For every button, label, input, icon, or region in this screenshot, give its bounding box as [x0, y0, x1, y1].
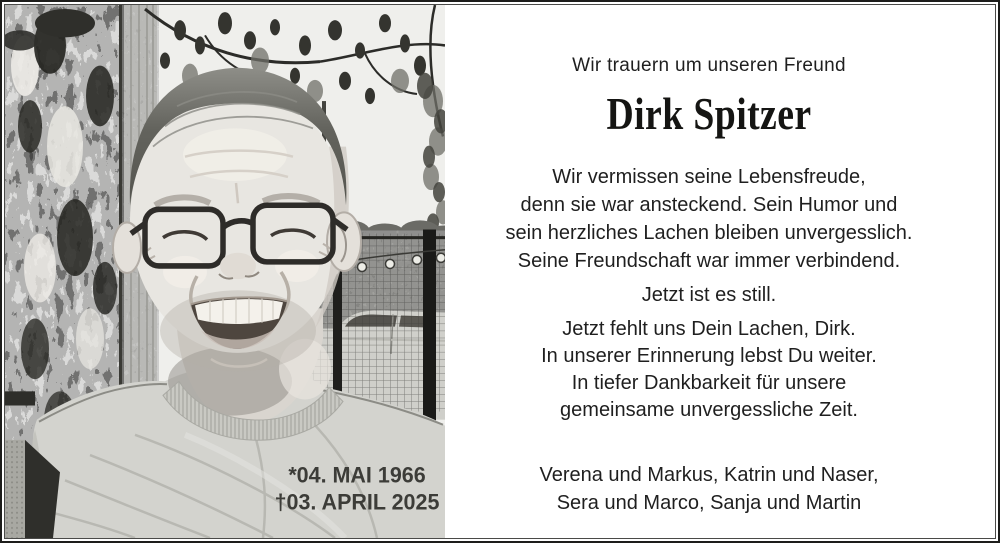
death-date-text: †03. APRIL 2025	[274, 489, 440, 515]
tribute-line: In unserer Erinnerung lebst Du weiter.	[541, 345, 877, 368]
tribute-line: Wir vermissen seine Lebensfreude,	[552, 166, 866, 189]
notice-text-column	[445, 5, 995, 538]
tribute-line: In tiefer Dankbarkeit für unsere	[571, 372, 847, 395]
inner-frame	[4, 4, 996, 539]
signatures	[539, 461, 878, 517]
tribute-line: gemeinsame unvergessliche Zeit.	[560, 399, 858, 422]
tribute-line: Seine Freundschaft war immer verbindend.	[517, 250, 901, 273]
portrait-photo-art	[5, 5, 445, 538]
tribute-paragraph-1	[506, 163, 913, 275]
signature-line: Verena und Markus, Katrin und Naser,	[539, 464, 879, 487]
portrait-photo	[5, 5, 445, 538]
deceased-name: Dirk Spitzer	[606, 88, 812, 139]
tribute-paragraph-2	[541, 316, 877, 424]
nose	[220, 253, 256, 279]
fence-post	[423, 230, 436, 424]
still-line: Jetzt ist es still.	[641, 284, 777, 307]
birth-date-text: *04. MAI 1966	[288, 462, 426, 488]
mourning-intro-line: Wir trauern um unseren Freund	[572, 55, 846, 76]
tribute-line: denn sie war ansteckend. Sein Humor und	[520, 194, 898, 217]
tribute-line: sein herzliches Lachen bleiben unvergesslich.	[505, 222, 913, 245]
signature-line: Sera und Marco, Sanja und Martin	[556, 492, 862, 515]
tribute-line: Jetzt fehlt uns Dein Lachen, Dirk.	[562, 318, 856, 341]
